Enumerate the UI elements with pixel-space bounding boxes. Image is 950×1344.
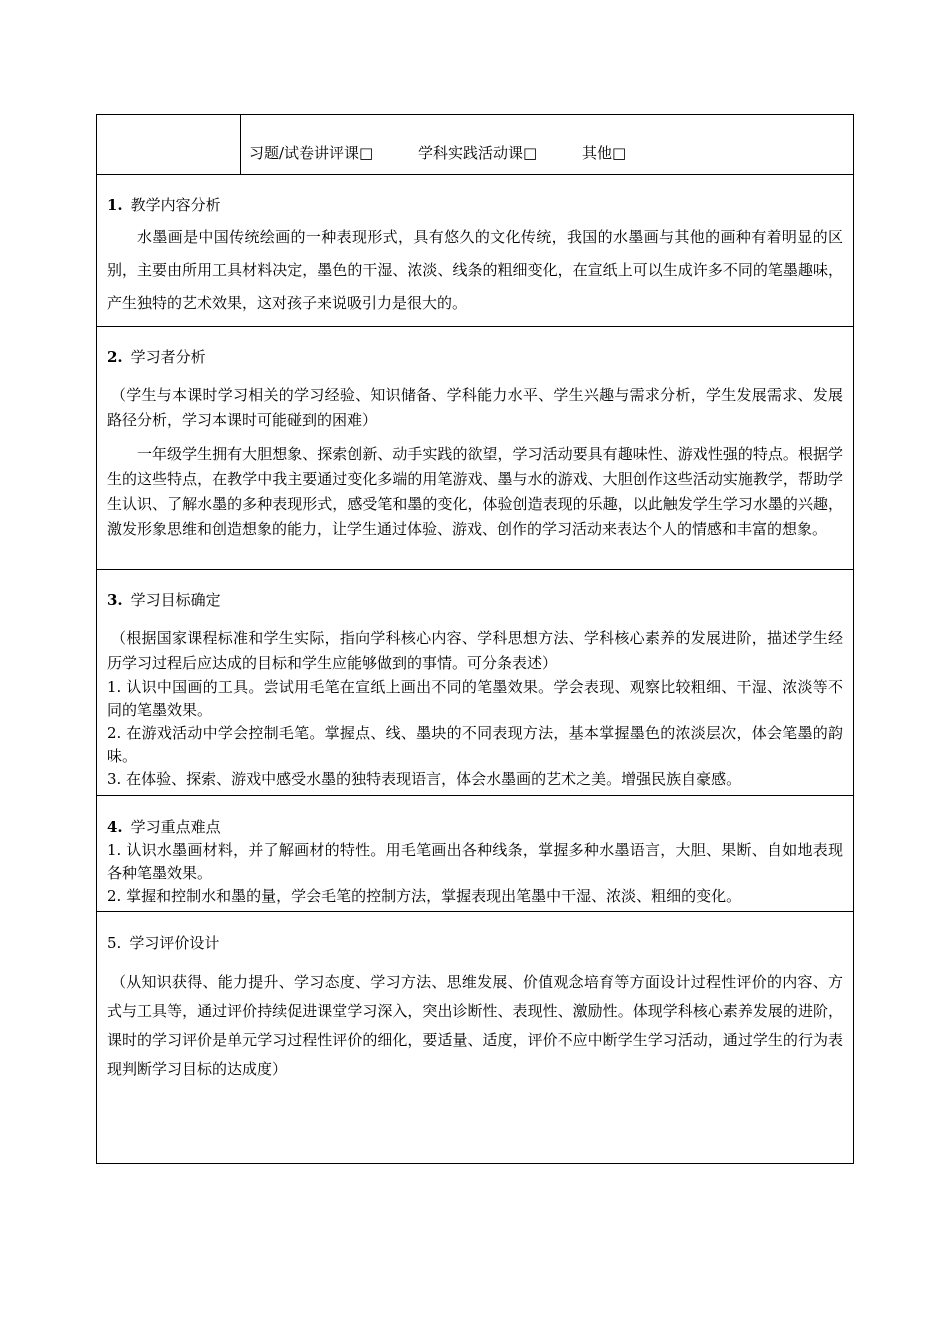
section-heading: 5. 学习评价设计 <box>107 934 220 952</box>
section-guide: （从知识获得、能力提升、学习态度、学习方法、思维发展、价值观念培育等方面设计过程性评价的内容、方式与工具等，通过评价持续促进课堂学习深入，突出诊断性、表现性、激励性。体现学科核心素养发展的进阶，课时的学习评价是单元学习过程性评价的细化，要适量、适度，评价不应中断学生学习活动，通过学生的行为表现判断学习目标的达成度） <box>107 973 843 1078</box>
course-type-options <box>249 142 666 163</box>
section-heading: 4. 学习重点难点 <box>107 818 221 836</box>
section-heading: 1. 教学内容分析 <box>107 196 221 214</box>
empty-label-cell <box>97 115 241 174</box>
section-guide: （学生与本课时学习相关的学习经验、知识储备、学科能力水平、学生兴趣与需求分析，学生发展需求、发展路径分析，学习本课时可能碰到的困难） <box>107 386 843 429</box>
option-exercise-review: 习题/试卷讲评课□ <box>249 144 374 162</box>
course-type-row <box>97 115 853 175</box>
section-title: 学习目标确定 <box>130 591 221 609</box>
objective-list <box>107 676 843 791</box>
section-body: 一年级学生拥有大胆想象、探索创新、动手实践的欲望，学习活动要具有趣味性、游戏性强的特点。根据学生的这些特点，在教学中我主要通过变化多端的用笔游戏、墨与水的游戏、大胆创作这些活动实施教学，帮助学生认识、了解水墨的多种表现形式，感受笔和墨的变化，体验创造表现的乐趣，以此触发学生学习水墨的兴趣，激发形象思维和创造想象的能力，让学生通过体验、游戏、创作的学习活动来表达个人的情感和丰富的想象。 <box>107 445 843 538</box>
section-title: 教学内容分析 <box>130 196 221 214</box>
section-key-points <box>97 796 853 912</box>
section-heading: 3. 学习目标确定 <box>107 591 221 609</box>
list-item: 1. 认识中国画的工具。尝试用毛笔在宣纸上画出不同的笔墨效果。学会表现、观察比较粗细、干湿、浓淡等不同的笔墨效果。 <box>107 678 843 719</box>
section-body: 水墨画是中国传统绘画的一种表现形式，具有悠久的文化传统，我国的水墨画与其他的画种有着明显的区别，主要由所用工具材料决定，墨色的干湿、浓淡、线条的粗细变化，在宣纸上可以生成许多不同的笔墨趣味，产生独特的艺术效果，这对孩子来说吸引力是很大的。 <box>107 228 843 312</box>
section-learner-analysis <box>97 327 853 570</box>
option-practice-activity: 学科实践活动课□ <box>418 144 538 162</box>
option-other: 其他□ <box>581 144 627 162</box>
section-learning-objectives <box>97 570 853 796</box>
section-title: 学习重点难点 <box>130 818 221 836</box>
section-content-analysis <box>97 175 853 327</box>
list-item: 1. 认识水墨画材料，并了解画材的特性。用毛笔画出各种线条，掌握多种水墨语言，大胆、果断、自如地表现各种笔墨效果。 <box>107 841 843 882</box>
lesson-plan-table <box>96 114 854 1164</box>
list-item: 2. 在游戏活动中学会控制毛笔。掌握点、线、墨块的不同表现方法，基本掌握墨色的浓淡层次，体会笔墨的韵味。 <box>107 724 843 765</box>
key-point-list <box>107 839 843 908</box>
list-item: 3. 在体验、探索、游戏中感受水墨的独特表现语言，体会水墨画的艺术之美。增强民族自豪感。 <box>107 770 742 788</box>
section-title: 学习评价设计 <box>129 934 220 952</box>
section-guide: （根据国家课程标准和学生实际，指向学科核心内容、学科思想方法、学科核心素养的发展进阶，描述学生经历学习过程后应达成的目标和学生应能够做到的事情。可分条表述） <box>107 629 843 672</box>
section-heading: 2. 学习者分析 <box>107 348 206 366</box>
section-title: 学习者分析 <box>130 348 206 366</box>
section-assessment-design <box>97 912 853 1165</box>
list-item: 2. 掌握和控制水和墨的量，学会毛笔的控制方法，掌握表现出笔墨中干湿、浓淡、粗细的变化。 <box>107 887 742 905</box>
